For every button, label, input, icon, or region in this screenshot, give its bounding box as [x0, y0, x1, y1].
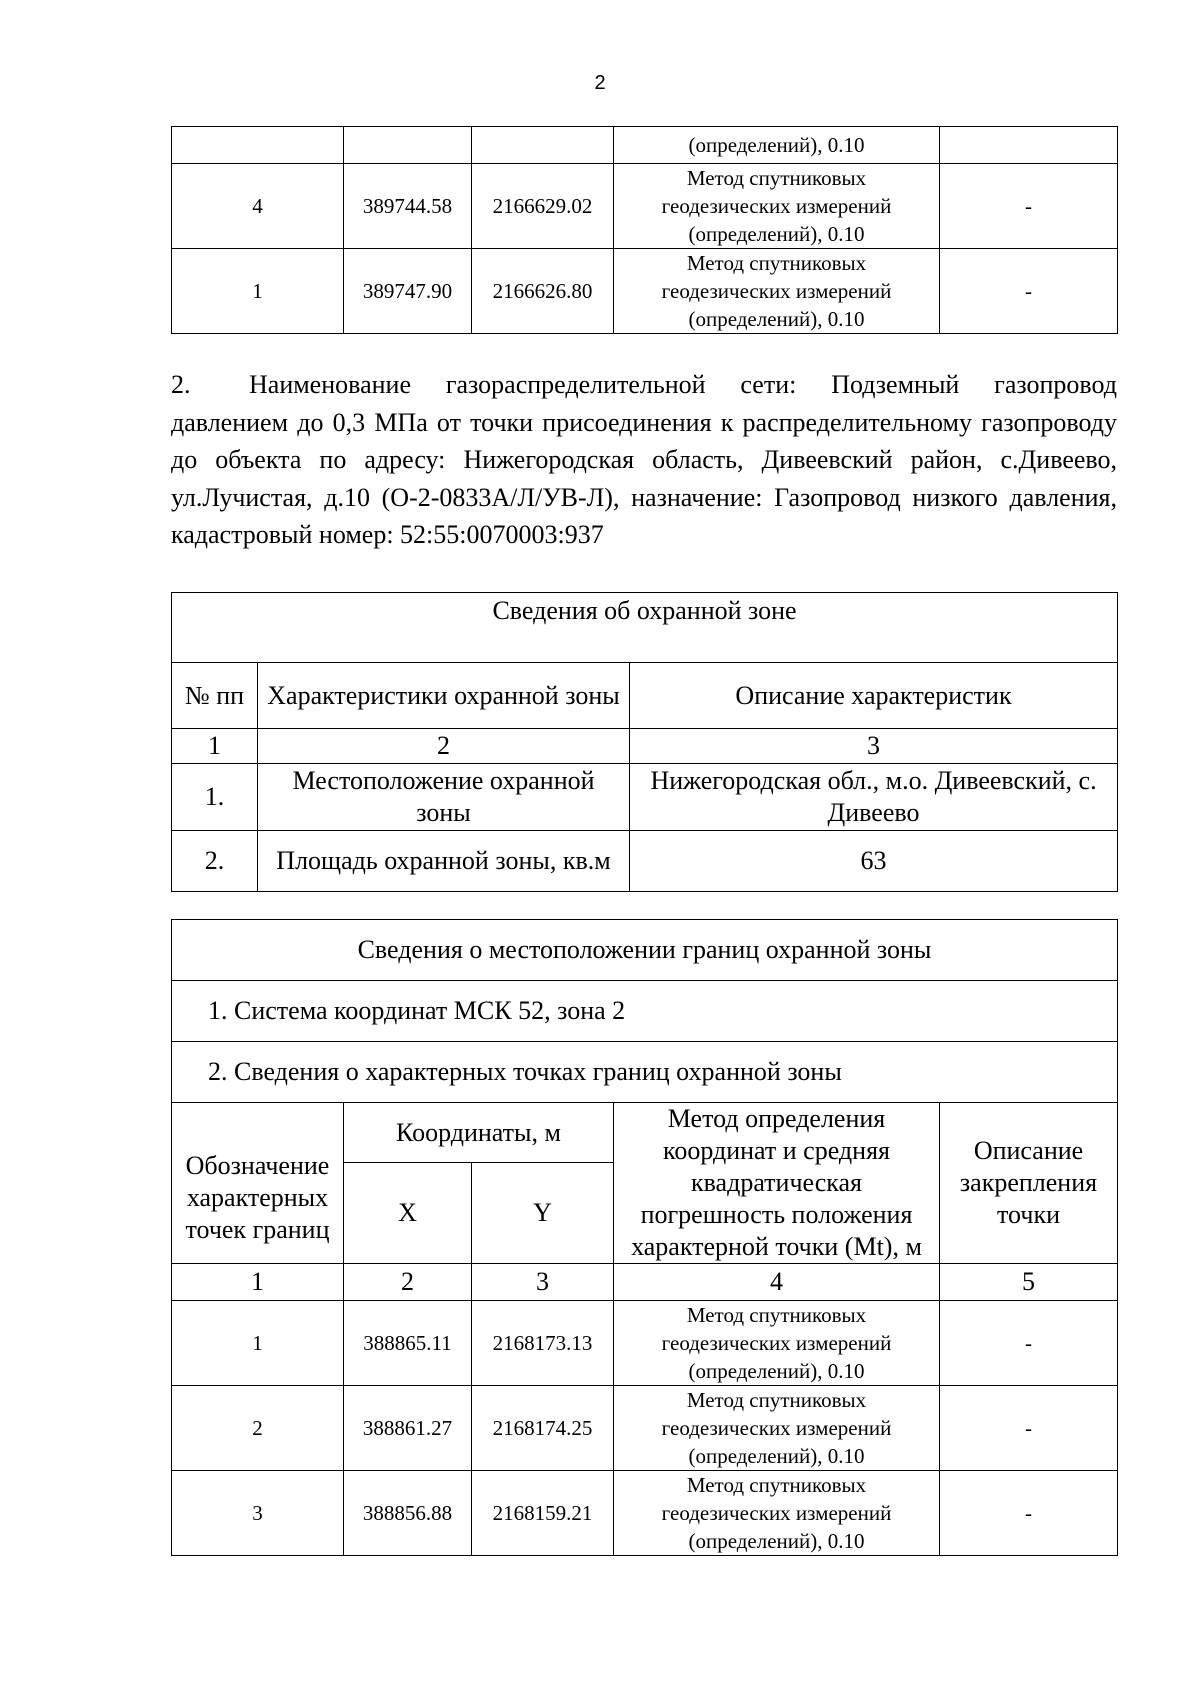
header-designation: Обозначение характерных точек границ — [172, 1103, 344, 1264]
table-row — [172, 1301, 1118, 1386]
point-cell: 2 — [172, 1386, 344, 1471]
desc-cell: - — [940, 1386, 1118, 1471]
header-coordinates: Координаты, м — [344, 1103, 614, 1163]
table-row — [172, 831, 1118, 892]
table-caption: Сведения о местоположении границ охранной зоны — [172, 920, 1118, 981]
desc-cell: - — [940, 164, 1118, 249]
table-caption: Сведения об охранной зоне — [172, 593, 1118, 663]
y-cell: 2168174.25 — [472, 1386, 614, 1471]
point-cell: 1 — [172, 1301, 344, 1386]
header-point-description: Описание закрепления точки — [940, 1103, 1118, 1264]
column-index: 3 — [630, 729, 1118, 764]
continued-points-table — [171, 126, 1118, 334]
header-method: Метод определения координат и средняя квадратическая погрешность положения характерной точки (Mt), м — [614, 1103, 940, 1264]
column-index: 2 — [258, 729, 630, 764]
y-cell: 2168173.13 — [472, 1301, 614, 1386]
point-cell: 1 — [172, 249, 344, 334]
paragraph-text: Наименование газораспределительной сети: Подземный газопровод давлением до 0,3 МПа от точки присоединения к распределительному газопроводу до объекта по адресу: Нижегородская область, Дивеевский район, с.Дивеево, ул.Лучистая, д.10 (О-2-0833А/Л/УВ-Л), назначение: Газопровод низкого давления, кадастровый номер: 52:55:0070003:937 — [171, 370, 1117, 549]
x-cell: 389744.58 — [344, 164, 472, 249]
points-title: 2. Сведения о характерных точках границ охранной зоны — [172, 1042, 1118, 1103]
paragraph-number: 2. — [171, 370, 191, 399]
desc-cell: - — [940, 1471, 1118, 1556]
boundary-location-table — [171, 919, 1118, 1556]
column-index: 3 — [472, 1264, 614, 1301]
method-cell: Метод спутниковых геодезических измерений (определений), 0.10 — [614, 249, 940, 334]
point-cell: 3 — [172, 1471, 344, 1556]
table-row — [172, 764, 1118, 831]
characteristic-name: Площадь охранной зоны, кв.м — [258, 831, 630, 892]
row-number: 1. — [172, 764, 258, 831]
network-description-paragraph — [171, 366, 1117, 554]
table-row — [172, 1386, 1118, 1471]
characteristic-value: 63 — [630, 831, 1118, 892]
header-number: № пп — [172, 663, 258, 729]
table-row — [172, 127, 1118, 164]
desc-cell: - — [940, 249, 1118, 334]
x-cell: 389747.90 — [344, 249, 472, 334]
x-cell: 388856.88 — [344, 1471, 472, 1556]
point-cell: 4 — [172, 164, 344, 249]
header-x: X — [344, 1163, 472, 1264]
y-cell: 2166629.02 — [472, 164, 614, 249]
method-cell: Метод спутниковых геодезических измерений (определений), 0.10 — [614, 1386, 940, 1471]
desc-cell: - — [940, 1301, 1118, 1386]
column-index: 4 — [614, 1264, 940, 1301]
x-cell: 388865.11 — [344, 1301, 472, 1386]
header-description: Описание характеристик — [630, 663, 1118, 729]
table-row — [172, 164, 1118, 249]
x-cell: 388861.27 — [344, 1386, 472, 1471]
table-row — [172, 249, 1118, 334]
page-number: 2 — [594, 72, 606, 94]
coordinate-system: 1. Система координат МСК 52, зона 2 — [172, 981, 1118, 1042]
column-index: 1 — [172, 729, 258, 764]
protection-zone-table — [171, 592, 1118, 892]
column-index: 5 — [940, 1264, 1118, 1301]
characteristic-value: Нижегородская обл., м.о. Дивеевский, с. Дивеево — [630, 764, 1118, 831]
column-index: 1 — [172, 1264, 344, 1301]
y-cell: 2166626.80 — [472, 249, 614, 334]
method-cell: Метод спутниковых геодезических измерений (определений), 0.10 — [614, 164, 940, 249]
header-y: Y — [472, 1163, 614, 1264]
method-cell: Метод спутниковых геодезических измерений (определений), 0.10 — [614, 1471, 940, 1556]
row-number: 2. — [172, 831, 258, 892]
method-cell: Метод спутниковых геодезических измерений (определений), 0.10 — [614, 1301, 940, 1386]
characteristic-name: Местоположение охранной зоны — [258, 764, 630, 831]
column-index: 2 — [344, 1264, 472, 1301]
table-row — [172, 1471, 1118, 1556]
y-cell: 2168159.21 — [472, 1471, 614, 1556]
header-characteristics: Характеристики охранной зоны — [258, 663, 630, 729]
method-cell: (определений), 0.10 — [614, 127, 940, 164]
